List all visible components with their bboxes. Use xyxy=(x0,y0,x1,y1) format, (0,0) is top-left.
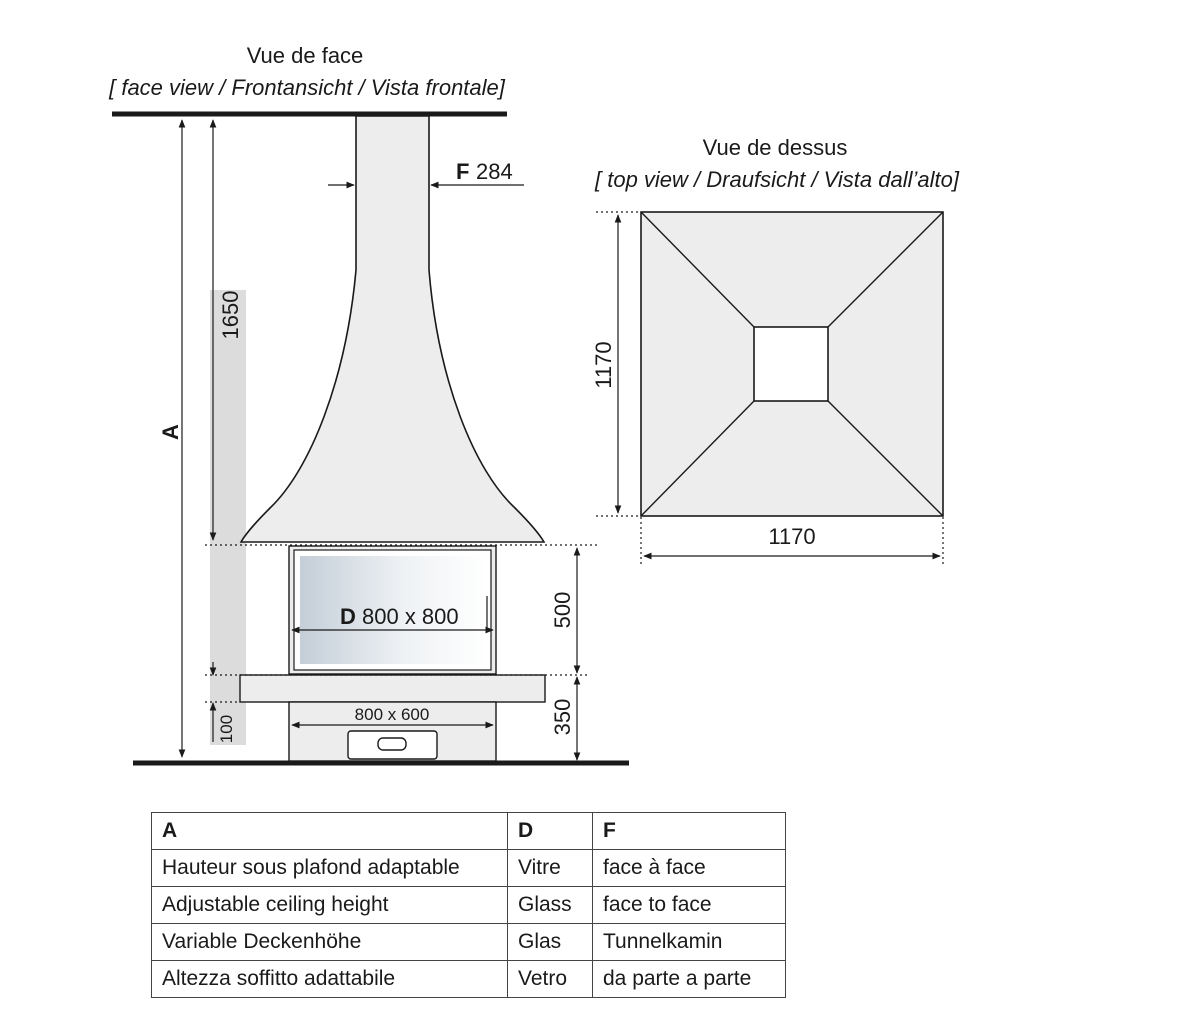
dim-label-A: A xyxy=(158,424,183,440)
dim-value-1650: 1650 xyxy=(218,290,243,340)
top-view-flue xyxy=(754,327,828,401)
legend-cell: Vitre xyxy=(508,850,593,887)
legend-header-F: F xyxy=(593,813,786,850)
legend-cell: Altezza soffitto adattabile xyxy=(152,961,508,998)
legend-table xyxy=(151,812,786,998)
dim-value-500: 500 xyxy=(550,591,575,629)
table-row xyxy=(152,961,786,998)
dim-value-width: 1170 xyxy=(768,524,816,549)
dim-glass-letter: D xyxy=(340,604,356,629)
legend-header-D: D xyxy=(508,813,593,850)
dim-value-depth: 1170 xyxy=(591,341,616,389)
top-view-title: Vue de dessus xyxy=(702,135,848,160)
legend-cell: Glass xyxy=(508,887,593,924)
legend-cell: da parte a parte xyxy=(593,961,786,998)
legend-cell: Adjustable ceiling height xyxy=(152,887,508,924)
legend-cell: Glas xyxy=(508,924,593,961)
legend-cell: Tunnelkamin xyxy=(593,924,786,961)
legend-cell: Variable Deckenhöhe xyxy=(152,924,508,961)
table-row xyxy=(152,924,786,961)
dim-flue-value: 284 xyxy=(476,159,513,184)
top-view-subtitle: [ top view / Draufsicht / Vista dall’alto] xyxy=(595,167,959,192)
hearth-slab xyxy=(240,675,545,702)
table-row xyxy=(152,850,786,887)
front-view-subtitle: [ face view / Frontansicht / Vista frontale] xyxy=(109,75,505,100)
dim-value-350: 350 xyxy=(550,698,575,736)
dim-value-100: 100 xyxy=(217,714,236,744)
legend-cell: face à face xyxy=(593,850,786,887)
legend-header-row xyxy=(152,813,786,850)
legend-header-A: A xyxy=(152,813,508,850)
table-row xyxy=(152,887,786,924)
dim-glass-value: 800 x 800 xyxy=(362,604,459,629)
dim-base-size: 800 x 600 xyxy=(354,705,430,724)
legend-cell: Vetro xyxy=(508,961,593,998)
drawer-handle xyxy=(378,738,406,750)
legend-cell: face to face xyxy=(593,887,786,924)
dim-flue-letter: F xyxy=(456,159,470,184)
front-view-title: Vue de face xyxy=(246,43,364,68)
legend-cell: Hauteur sous plafond adaptable xyxy=(152,850,508,887)
